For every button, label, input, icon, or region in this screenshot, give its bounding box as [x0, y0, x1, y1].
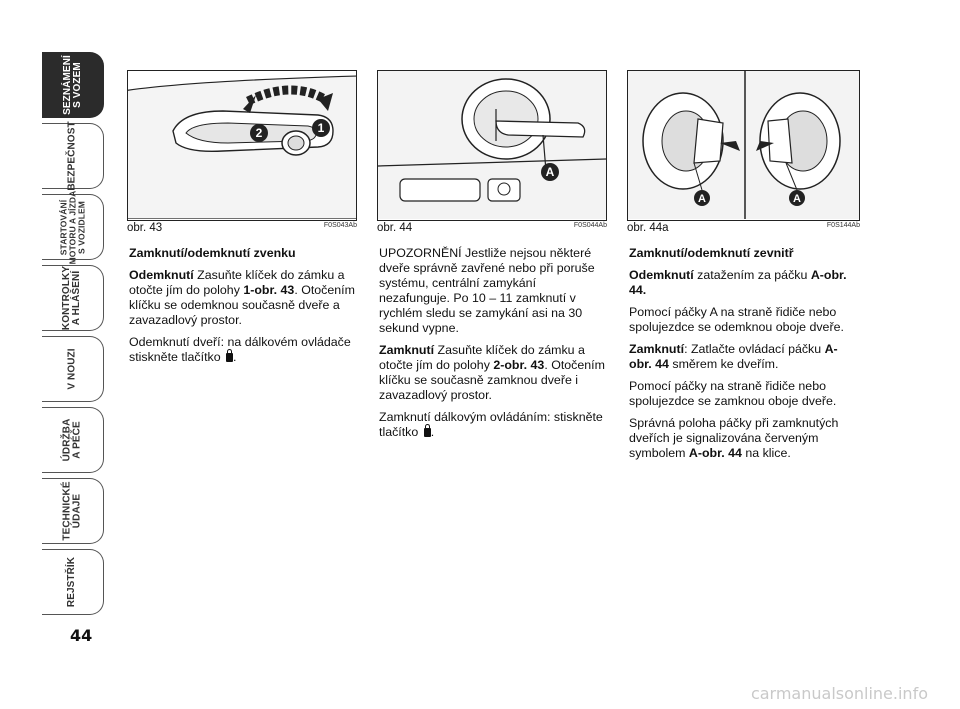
- text: Zasuňte klíček do zámku a otočte jím do polohy: [379, 343, 585, 372]
- term: Zamknutí: [629, 342, 685, 356]
- tab-bezpecnost[interactable]: [42, 123, 104, 189]
- tab-kontrolky[interactable]: [42, 265, 104, 331]
- text: UPOZORNĚNÍ Jestliže nejsou některé dveře správně zavřené nebo při poruše systému, centrální zamykání nezafunguje. Po 10 – 11 zamknutí v rychlém sledu se zamykání asi na 30 sekund vypne.: [379, 246, 595, 335]
- svg-text:A: A: [698, 193, 706, 205]
- page-number: 44: [70, 626, 93, 645]
- tab-seznameni[interactable]: [42, 52, 104, 118]
- text: Pomocí páčky na straně řidiče nebo spolujezdce se zamknou oboje dveře.: [629, 379, 837, 408]
- door-handle-illustration: [128, 71, 356, 219]
- caption-43: [127, 222, 357, 236]
- tab-label: KONTROLKY A HLÁŠENÍ: [61, 265, 83, 331]
- paragraph: [629, 268, 857, 298]
- figure-code: F0S043Ab: [323, 222, 357, 229]
- paragraph: [379, 343, 607, 403]
- paragraph: [629, 342, 857, 372]
- caption-44a: [627, 222, 860, 236]
- figure-43: [127, 70, 357, 221]
- term: Zamknutí: [379, 343, 435, 357]
- svg-text:A: A: [793, 193, 801, 205]
- interior-lever-illustration: [378, 71, 606, 219]
- lock-icon: [226, 353, 233, 362]
- paragraph: [629, 305, 857, 335]
- section-heading: Zamknutí/odemknutí zevnitř: [629, 246, 794, 260]
- column-2: [379, 246, 607, 447]
- figure-44: [377, 70, 607, 221]
- paragraph: [129, 335, 357, 365]
- figure-ref: 1-obr. 43: [243, 283, 295, 297]
- tab-label: V NOUZI: [66, 348, 78, 390]
- figure-code: F0S044Ab: [573, 222, 607, 229]
- figure-ref: A-obr. 44: [688, 446, 742, 460]
- text: .: [233, 350, 237, 364]
- text: Zasuňte klíček do zámku a otočte jím do polohy: [129, 268, 345, 297]
- text: : Zatlačte ovládací páčku: [684, 342, 825, 356]
- column-3: [629, 246, 857, 468]
- text: Zamknutí dálkovým ovládáním: stiskněte tlačítko: [379, 410, 603, 439]
- svg-text:1: 1: [317, 121, 325, 135]
- text: . Otočením klíčku se současně zamknou dveře i zavazadlový prostor.: [379, 358, 605, 402]
- paragraph: [379, 410, 607, 440]
- term: Odemknutí: [629, 268, 694, 282]
- figure-code: F0S144Ab: [826, 222, 860, 229]
- paragraph: [129, 268, 357, 328]
- tab-rejstrik[interactable]: [42, 549, 104, 615]
- section-tabs: [42, 52, 104, 620]
- paragraph: [629, 379, 857, 409]
- column-1: [129, 246, 357, 372]
- text: zatažením za páčku: [693, 268, 811, 282]
- text: . Otočením klíčku se odemknou současně dveře a zavazadlový prostor.: [129, 283, 355, 327]
- lock-indicator-illustration: [628, 71, 859, 219]
- svg-text:2: 2: [255, 126, 263, 140]
- text: Správná poloha páčky při zamknutých dveřích je signalizována červeným symbolem: [629, 416, 839, 460]
- figure-ref: A-obr. 44: [629, 342, 838, 371]
- svg-text:A: A: [545, 165, 555, 179]
- paragraph: [379, 246, 607, 336]
- text: směrem ke dveřím.: [668, 357, 779, 371]
- section-heading: Zamknutí/odemknutí zvenku: [129, 246, 296, 260]
- watermark: carmanualsonline.info: [750, 684, 928, 703]
- paragraph: [629, 416, 857, 461]
- text: Pomocí páčky A na straně řidiče nebo spolujezdce se odemknou oboje dveře.: [629, 305, 844, 334]
- tab-label: STARTOVÁNÍ MOTORU A JÍZDA S VOZIDLEM: [58, 190, 86, 264]
- tab-udrzba[interactable]: [42, 407, 104, 473]
- tab-label: REJSTŘÍK: [66, 556, 78, 608]
- lock-icon: [424, 428, 431, 437]
- figure-ref: 2-obr. 43: [493, 358, 545, 372]
- text: na klice.: [741, 446, 791, 460]
- caption-44: [377, 222, 607, 236]
- term: Odemknutí: [129, 268, 194, 282]
- tab-technicke[interactable]: [42, 478, 104, 544]
- tab-label: ÚDRŽBA A PÉČE: [61, 418, 83, 462]
- figure-44a: [627, 70, 860, 221]
- text: .: [430, 425, 435, 439]
- tab-startovani[interactable]: [42, 190, 104, 264]
- figure-caption: obr. 44a: [627, 222, 669, 234]
- text: Odemknutí dveří: na dálkovém ovládače stiskněte tlačítko: [129, 335, 351, 364]
- figure-ref: A-obr. 44.: [629, 268, 847, 297]
- tab-label: SEZNÁMENÍ S VOZEM: [61, 55, 83, 115]
- tab-v-nouzi[interactable]: [42, 336, 104, 402]
- figure-caption: obr. 44: [377, 222, 413, 234]
- tab-label: TECHNICKÉ ÚDAJE: [61, 481, 83, 541]
- figure-caption: obr. 43: [127, 222, 163, 234]
- tab-label: BEZPEČNOST: [66, 121, 78, 191]
